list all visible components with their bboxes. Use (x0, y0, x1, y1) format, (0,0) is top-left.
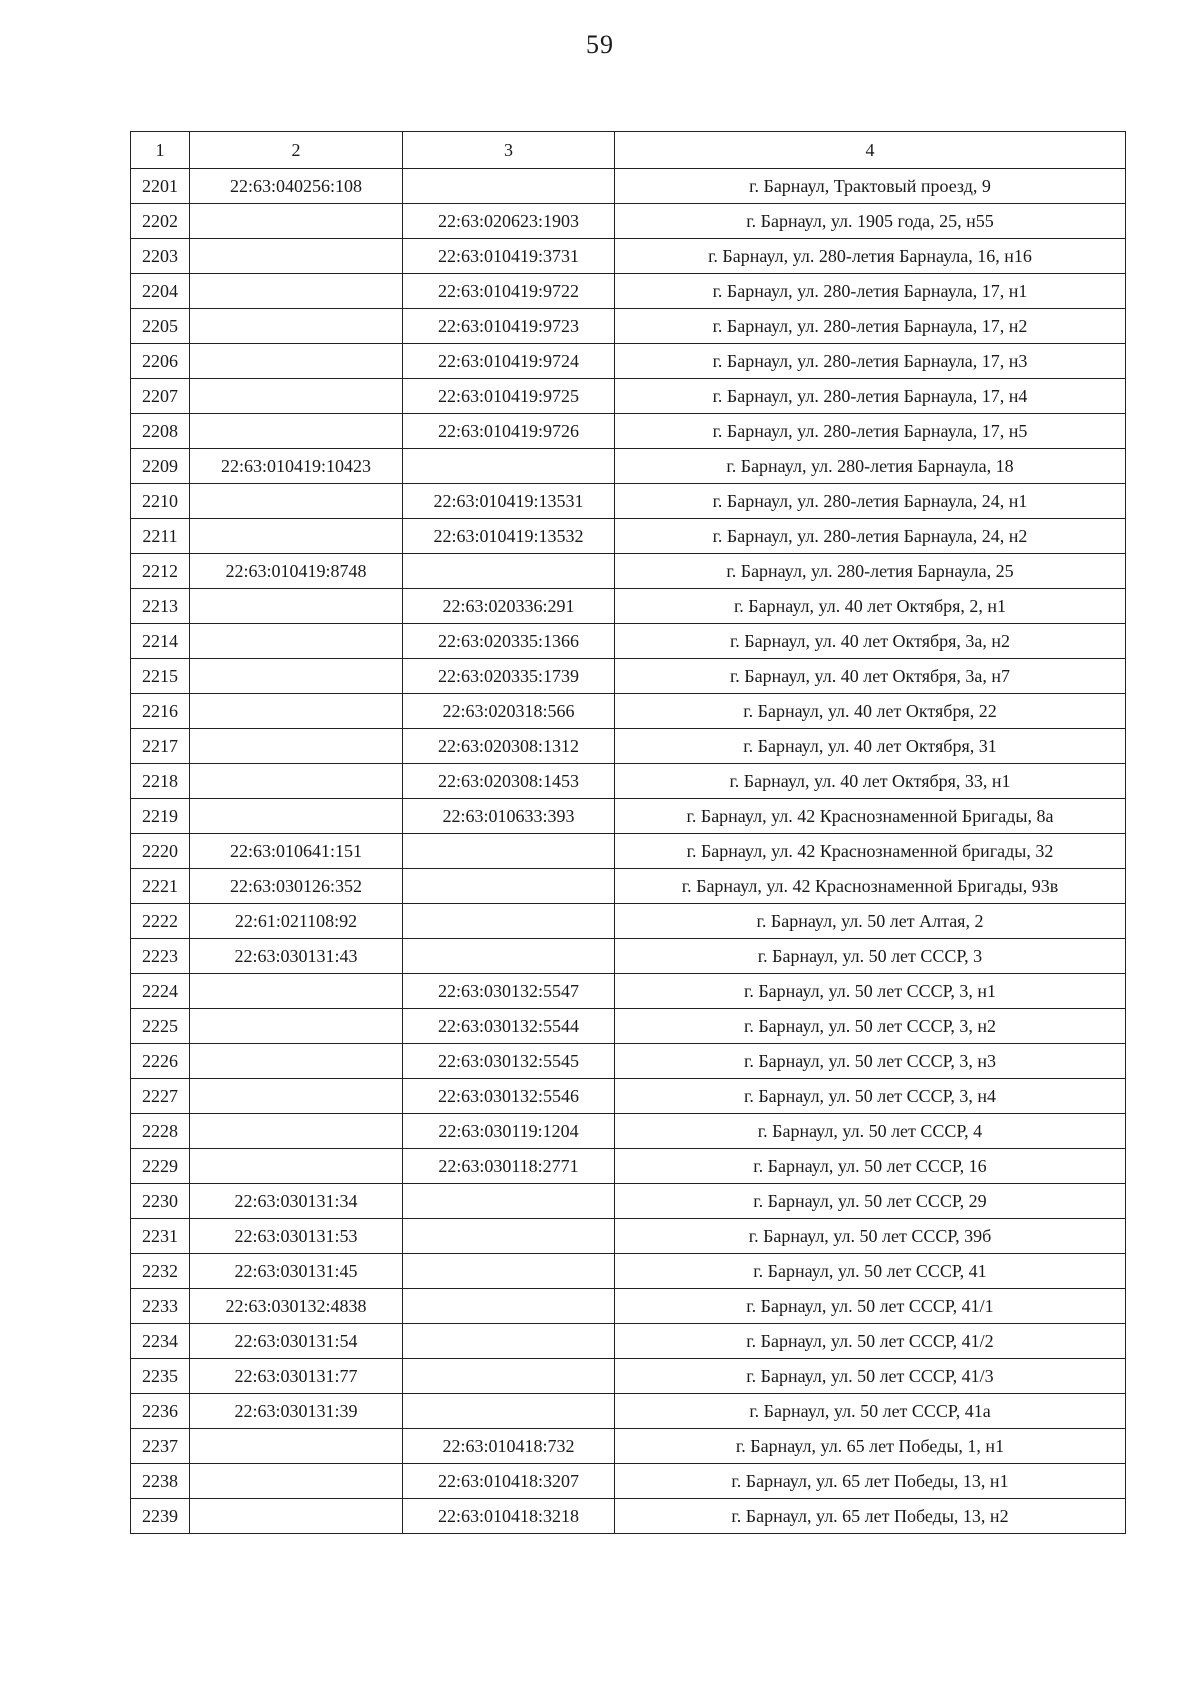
address-cell: г. Барнаул, ул. 50 лет СССР, 39б (615, 1219, 1126, 1254)
address-cell: г. Барнаул, ул. 42 Краснознаменной Бригады, 8а (615, 799, 1126, 834)
table-row (131, 1149, 1126, 1184)
table-row (131, 519, 1126, 554)
address-cell: г. Барнаул, ул. 280-летия Барнаула, 17, н5 (615, 414, 1126, 449)
premises-cadastral-number-cell: 22:63:030118:2771 (403, 1149, 615, 1184)
row-number-cell: 2213 (131, 589, 190, 624)
cadastral-number-cell (190, 729, 403, 764)
table-row (131, 414, 1126, 449)
cadastral-number-cell (190, 974, 403, 1009)
premises-cadastral-number-cell (403, 1289, 615, 1324)
address-cell: г. Барнаул, ул. 280-летия Барнаула, 17, н3 (615, 344, 1126, 379)
table-row (131, 624, 1126, 659)
address-cell: г. Барнаул, ул. 280-летия Барнаула, 17, н1 (615, 274, 1126, 309)
row-number-cell: 2209 (131, 449, 190, 484)
row-number-cell: 2220 (131, 834, 190, 869)
table-row (131, 204, 1126, 239)
address-cell: г. Барнаул, ул. 42 Краснознаменной бригады, 32 (615, 834, 1126, 869)
cadastral-number-cell: 22:61:021108:92 (190, 904, 403, 939)
cadastral-number-cell (190, 519, 403, 554)
row-number-cell: 2203 (131, 239, 190, 274)
row-number-cell: 2226 (131, 1044, 190, 1079)
cadastral-number-cell: 22:63:030131:77 (190, 1359, 403, 1394)
address-cell: г. Барнаул, ул. 50 лет СССР, 3, н4 (615, 1079, 1126, 1114)
row-number-cell: 2230 (131, 1184, 190, 1219)
registry-table (130, 131, 1126, 1534)
address-cell: г. Барнаул, ул. 1905 года, 25, н55 (615, 204, 1126, 239)
table-row (131, 1359, 1126, 1394)
row-number-cell: 2210 (131, 484, 190, 519)
row-number-cell: 2238 (131, 1464, 190, 1499)
row-number-cell: 2221 (131, 869, 190, 904)
cadastral-number-cell: 22:63:040256:108 (190, 169, 403, 204)
cadastral-number-cell: 22:63:010419:10423 (190, 449, 403, 484)
cadastral-number-cell (190, 414, 403, 449)
address-cell: г. Барнаул, ул. 40 лет Октября, 22 (615, 694, 1126, 729)
header-cell-2: 2 (190, 132, 403, 169)
premises-cadastral-number-cell: 22:63:010418:3218 (403, 1499, 615, 1534)
cadastral-number-cell (190, 239, 403, 274)
table-row (131, 589, 1126, 624)
header-cell-1: 1 (131, 132, 190, 169)
table-row (131, 1219, 1126, 1254)
cadastral-number-cell: 22:63:030126:352 (190, 869, 403, 904)
cadastral-number-cell (190, 764, 403, 799)
row-number-cell: 2218 (131, 764, 190, 799)
premises-cadastral-number-cell (403, 1184, 615, 1219)
premises-cadastral-number-cell (403, 1324, 615, 1359)
row-number-cell: 2206 (131, 344, 190, 379)
registry-table-body (131, 132, 1126, 1534)
header-cell-3: 3 (403, 132, 615, 169)
table-row (131, 554, 1126, 589)
premises-cadastral-number-cell: 22:63:010419:13532 (403, 519, 615, 554)
address-cell: г. Барнаул, ул. 40 лет Октября, 3а, н2 (615, 624, 1126, 659)
cadastral-number-cell (190, 1429, 403, 1464)
cadastral-number-cell: 22:63:010641:151 (190, 834, 403, 869)
premises-cadastral-number-cell: 22:63:010419:9725 (403, 379, 615, 414)
cadastral-number-cell: 22:63:030131:54 (190, 1324, 403, 1359)
cadastral-number-cell (190, 1079, 403, 1114)
table-row (131, 1114, 1126, 1149)
table-row (131, 904, 1126, 939)
address-cell: г. Барнаул, ул. 50 лет СССР, 41а (615, 1394, 1126, 1429)
row-number-cell: 2237 (131, 1429, 190, 1464)
premises-cadastral-number-cell: 22:63:030119:1204 (403, 1114, 615, 1149)
premises-cadastral-number-cell (403, 939, 615, 974)
cadastral-number-cell (190, 624, 403, 659)
premises-cadastral-number-cell: 22:63:020336:291 (403, 589, 615, 624)
header-cell-4: 4 (615, 132, 1126, 169)
table-row (131, 799, 1126, 834)
table-row (131, 1324, 1126, 1359)
table-row (131, 1184, 1126, 1219)
premises-cadastral-number-cell: 22:63:010419:13531 (403, 484, 615, 519)
cadastral-number-cell: 22:63:030131:39 (190, 1394, 403, 1429)
table-row (131, 659, 1126, 694)
table-row (131, 449, 1126, 484)
cadastral-number-cell (190, 274, 403, 309)
table-row (131, 939, 1126, 974)
premises-cadastral-number-cell: 22:63:030132:5546 (403, 1079, 615, 1114)
row-number-cell: 2202 (131, 204, 190, 239)
address-cell: г. Барнаул, ул. 50 лет СССР, 16 (615, 1149, 1126, 1184)
premises-cadastral-number-cell: 22:63:010418:3207 (403, 1464, 615, 1499)
row-number-cell: 2223 (131, 939, 190, 974)
premises-cadastral-number-cell (403, 1254, 615, 1289)
row-number-cell: 2205 (131, 309, 190, 344)
address-cell: г. Барнаул, ул. 65 лет Победы, 13, н2 (615, 1499, 1126, 1534)
cadastral-number-cell (190, 1464, 403, 1499)
row-number-cell: 2228 (131, 1114, 190, 1149)
premises-cadastral-number-cell: 22:63:010418:732 (403, 1429, 615, 1464)
premises-cadastral-number-cell (403, 1394, 615, 1429)
address-cell: г. Барнаул, ул. 280-летия Барнаула, 17, н2 (615, 309, 1126, 344)
row-number-cell: 2208 (131, 414, 190, 449)
address-cell: г. Барнаул, ул. 40 лет Октября, 31 (615, 729, 1126, 764)
address-cell: г. Барнаул, ул. 40 лет Октября, 33, н1 (615, 764, 1126, 799)
cadastral-number-cell (190, 344, 403, 379)
row-number-cell: 2239 (131, 1499, 190, 1534)
address-cell: г. Барнаул, ул. 50 лет СССР, 3, н1 (615, 974, 1126, 1009)
row-number-cell: 2233 (131, 1289, 190, 1324)
cadastral-number-cell: 22:63:030131:43 (190, 939, 403, 974)
premises-cadastral-number-cell (403, 554, 615, 589)
cadastral-number-cell (190, 204, 403, 239)
cadastral-number-cell: 22:63:030132:4838 (190, 1289, 403, 1324)
address-cell: г. Барнаул, ул. 40 лет Октября, 3а, н7 (615, 659, 1126, 694)
table-row (131, 484, 1126, 519)
row-number-cell: 2222 (131, 904, 190, 939)
address-cell: г. Барнаул, ул. 50 лет СССР, 41/1 (615, 1289, 1126, 1324)
premises-cadastral-number-cell (403, 449, 615, 484)
table-row (131, 274, 1126, 309)
table-row (131, 1464, 1126, 1499)
cadastral-number-cell (190, 589, 403, 624)
table-row (131, 1499, 1126, 1534)
row-number-cell: 2227 (131, 1079, 190, 1114)
address-cell: г. Барнаул, ул. 280-летия Барнаула, 18 (615, 449, 1126, 484)
premises-cadastral-number-cell (403, 1359, 615, 1394)
row-number-cell: 2229 (131, 1149, 190, 1184)
cadastral-number-cell (190, 1149, 403, 1184)
cadastral-number-cell (190, 659, 403, 694)
cadastral-number-cell (190, 309, 403, 344)
table-row (131, 869, 1126, 904)
premises-cadastral-number-cell: 22:63:020318:566 (403, 694, 615, 729)
premises-cadastral-number-cell: 22:63:030132:5545 (403, 1044, 615, 1079)
row-number-cell: 2204 (131, 274, 190, 309)
address-cell: г. Барнаул, ул. 280-летия Барнаула, 17, н4 (615, 379, 1126, 414)
row-number-cell: 2236 (131, 1394, 190, 1429)
premises-cadastral-number-cell: 22:63:010419:9723 (403, 309, 615, 344)
address-cell: г. Барнаул, ул. 50 лет СССР, 29 (615, 1184, 1126, 1219)
cadastral-number-cell (190, 1044, 403, 1079)
cadastral-number-cell: 22:63:030131:45 (190, 1254, 403, 1289)
table-row (131, 379, 1126, 414)
cadastral-number-cell: 22:63:030131:34 (190, 1184, 403, 1219)
table-row (131, 1394, 1126, 1429)
premises-cadastral-number-cell (403, 904, 615, 939)
row-number-cell: 2235 (131, 1359, 190, 1394)
row-number-cell: 2214 (131, 624, 190, 659)
address-cell: г. Барнаул, ул. 50 лет СССР, 41/3 (615, 1359, 1126, 1394)
table-row (131, 694, 1126, 729)
table-row (131, 834, 1126, 869)
cadastral-number-cell: 22:63:010419:8748 (190, 554, 403, 589)
premises-cadastral-number-cell: 22:63:010419:9724 (403, 344, 615, 379)
table-row (131, 764, 1126, 799)
address-cell: г. Барнаул, ул. 50 лет СССР, 3 (615, 939, 1126, 974)
premises-cadastral-number-cell (403, 834, 615, 869)
table-row (131, 344, 1126, 379)
table-row (131, 1429, 1126, 1464)
row-number-cell: 2231 (131, 1219, 190, 1254)
premises-cadastral-number-cell: 22:63:010419:9726 (403, 414, 615, 449)
address-cell: г. Барнаул, ул. 50 лет Алтая, 2 (615, 904, 1126, 939)
row-number-cell: 2224 (131, 974, 190, 1009)
row-number-cell: 2201 (131, 169, 190, 204)
row-number-cell: 2207 (131, 379, 190, 414)
address-cell: г. Барнаул, ул. 280-летия Барнаула, 24, н1 (615, 484, 1126, 519)
cadastral-number-cell (190, 694, 403, 729)
cadastral-number-cell (190, 1009, 403, 1044)
address-cell: г. Барнаул, ул. 50 лет СССР, 3, н2 (615, 1009, 1126, 1044)
row-number-cell: 2234 (131, 1324, 190, 1359)
table-row (131, 239, 1126, 274)
address-cell: г. Барнаул, Трактовый проезд, 9 (615, 169, 1126, 204)
cadastral-number-cell (190, 379, 403, 414)
row-number-cell: 2211 (131, 519, 190, 554)
premises-cadastral-number-cell: 22:63:010419:3731 (403, 239, 615, 274)
table-row (131, 1289, 1126, 1324)
premises-cadastral-number-cell (403, 869, 615, 904)
row-number-cell: 2225 (131, 1009, 190, 1044)
row-number-cell: 2212 (131, 554, 190, 589)
address-cell: г. Барнаул, ул. 280-летия Барнаула, 25 (615, 554, 1126, 589)
premises-cadastral-number-cell: 22:63:010633:393 (403, 799, 615, 834)
table-row (131, 1079, 1126, 1114)
premises-cadastral-number-cell: 22:63:030132:5547 (403, 974, 615, 1009)
premises-cadastral-number-cell: 22:63:020623:1903 (403, 204, 615, 239)
table-row (131, 729, 1126, 764)
address-cell: г. Барнаул, ул. 50 лет СССР, 41/2 (615, 1324, 1126, 1359)
row-number-cell: 2217 (131, 729, 190, 764)
table-row (131, 1009, 1126, 1044)
address-cell: г. Барнаул, ул. 40 лет Октября, 2, н1 (615, 589, 1126, 624)
premises-cadastral-number-cell: 22:63:020308:1453 (403, 764, 615, 799)
address-cell: г. Барнаул, ул. 280-летия Барнаула, 16, н16 (615, 239, 1126, 274)
row-number-cell: 2216 (131, 694, 190, 729)
address-cell: г. Барнаул, ул. 50 лет СССР, 3, н3 (615, 1044, 1126, 1079)
row-number-cell: 2219 (131, 799, 190, 834)
premises-cadastral-number-cell: 22:63:020335:1366 (403, 624, 615, 659)
address-cell: г. Барнаул, ул. 280-летия Барнаула, 24, н2 (615, 519, 1126, 554)
cadastral-number-cell: 22:63:030131:53 (190, 1219, 403, 1254)
page-number: 59 (586, 30, 614, 59)
cadastral-number-cell (190, 1499, 403, 1534)
table-row (131, 169, 1126, 204)
premises-cadastral-number-cell: 22:63:020335:1739 (403, 659, 615, 694)
table-row (131, 309, 1126, 344)
cadastral-number-cell (190, 1114, 403, 1149)
address-cell: г. Барнаул, ул. 42 Краснознаменной Бригады, 93в (615, 869, 1126, 904)
table-row (131, 974, 1126, 1009)
address-cell: г. Барнаул, ул. 65 лет Победы, 13, н1 (615, 1464, 1126, 1499)
premises-cadastral-number-cell: 22:63:010419:9722 (403, 274, 615, 309)
table-row (131, 1254, 1126, 1289)
premises-cadastral-number-cell: 22:63:020308:1312 (403, 729, 615, 764)
premises-cadastral-number-cell: 22:63:030132:5544 (403, 1009, 615, 1044)
row-number-cell: 2232 (131, 1254, 190, 1289)
table-row (131, 1044, 1126, 1079)
cadastral-number-cell (190, 799, 403, 834)
premises-cadastral-number-cell (403, 169, 615, 204)
address-cell: г. Барнаул, ул. 50 лет СССР, 4 (615, 1114, 1126, 1149)
cadastral-number-cell (190, 484, 403, 519)
premises-cadastral-number-cell (403, 1219, 615, 1254)
address-cell: г. Барнаул, ул. 50 лет СССР, 41 (615, 1254, 1126, 1289)
address-cell: г. Барнаул, ул. 65 лет Победы, 1, н1 (615, 1429, 1126, 1464)
header-row (131, 132, 1126, 169)
row-number-cell: 2215 (131, 659, 190, 694)
